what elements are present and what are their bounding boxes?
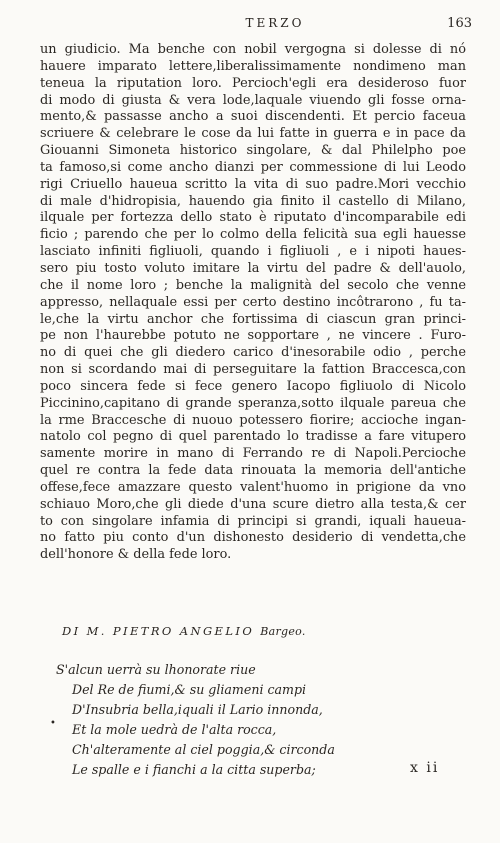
text-line: pe non l'haurebbe potuto ne sopportare , ne vincere . Furo- bbox=[40, 328, 466, 344]
text-line: Piccinino,capitano di grande speranza,sotto ilquale pareua che bbox=[40, 395, 466, 411]
poem-heading bbox=[62, 624, 306, 638]
text-line: hauere imparato lettere,liberalissimamente nondimeno man bbox=[40, 58, 466, 74]
text-line: la rme Braccesche di nuouo potessero fiorire; accioche ingan- bbox=[40, 412, 466, 428]
verse-line: Le spalle e i fianchi a la citta superba; bbox=[72, 762, 316, 777]
text-line: mento,& passasse ancho a suoi discendenti. Et percio faceua bbox=[40, 109, 466, 125]
verse-line: S'alcun uerrà su lhonorate riue bbox=[56, 662, 256, 677]
poem-heading-author: DI M. PIETRO ANGELIO bbox=[62, 624, 255, 638]
page-header bbox=[38, 16, 472, 36]
poem-heading-place: Bargeo. bbox=[260, 625, 306, 638]
page-number: 163 bbox=[447, 16, 472, 31]
text-line: che il nome loro ; benche la malignità del secolo che venne bbox=[40, 277, 466, 293]
verse-line: Et la mole uedrà de l'alta rocca, bbox=[72, 722, 277, 737]
text-line: dell'honore & della fede loro. bbox=[40, 547, 232, 563]
text-line: le,che la virtu anchor che fortissima di ciascun gran princi- bbox=[40, 311, 466, 327]
body-paragraph bbox=[40, 42, 466, 564]
text-line: Giouanni Simoneta historico singolare, & dal Philelpho poe bbox=[40, 143, 466, 159]
text-line: offese,fece amazzare questo valent'huomo in prigione da vno bbox=[40, 479, 466, 495]
signature-mark: x ii bbox=[410, 760, 440, 776]
running-head: TERZO bbox=[245, 16, 305, 30]
text-line: di male d'hidropisia, hauendo gia finito il castello di Milano, bbox=[40, 193, 466, 209]
text-line: ficio ; parendo che per lo colmo della felicità sua egli hauesse bbox=[40, 227, 466, 243]
text-line: schiauo Moro,che gli diede d'una scure dietro alla testa,& cer bbox=[40, 496, 466, 512]
text-line: no fatto piu conto d'un dishonesto desiderio di vendetta,che bbox=[40, 530, 466, 546]
text-line: natolo col pegno di quel parentado lo tradisse a fare vitupero bbox=[40, 429, 466, 445]
text-line: ta famoso,si come ancho dianzi per commessione di lui Leodo bbox=[40, 159, 466, 175]
text-line: ilquale per fortezza dello stato è riputato d'incomparabile edi bbox=[40, 210, 466, 226]
text-line: lasciato infiniti figliuoli, quando i figliuoli , e i nipoti haues- bbox=[40, 244, 466, 260]
text-line: appresso, nellaquale essi per certo destino incôtrarono , fu ta- bbox=[40, 294, 466, 310]
text-line: scriuere & celebrare le cose da lui fatte in guerra e in pace da bbox=[40, 126, 466, 142]
verse-line: Ch'alteramente al ciel poggia,& circonda bbox=[72, 742, 335, 757]
text-line: un giudicio. Ma benche con nobil vergogna si dolesse di nó bbox=[40, 42, 466, 57]
verse-line: Del Re de fiumi,& su gliameni campi bbox=[72, 682, 307, 697]
text-line: samente morire in mano di Ferrando re di Napoli.Percioche bbox=[40, 446, 466, 462]
text-line: poco sincera fede si fece genero Iacopo figliuolo di Nicolo bbox=[40, 378, 466, 394]
text-line: no di quei che gli diedero carico d'inesorabile odio , perche bbox=[40, 345, 466, 361]
text-line: non si scordando mai di perseguitare la fattion Braccesca,con bbox=[40, 362, 466, 378]
text-line: rigi Criuello haueua scritto la vita di suo padre.Mori vecchio bbox=[40, 176, 466, 192]
text-line: teneua la riputation loro. Percioch'egli era desideroso fuor bbox=[40, 75, 466, 91]
text-line: sero piu tosto voluto imitare la virtu del padre & dell'auolo, bbox=[40, 260, 466, 276]
text-line: to con singolare infamia di principi si grandi, iquali haueua- bbox=[40, 513, 466, 529]
verse-line: D'Insubria bella,iquali il Lario innonda, bbox=[72, 702, 323, 717]
text-line: quel re contra la fede data rinouata la memoria dell'antiche bbox=[40, 463, 466, 479]
text-line: di modo di giusta & vera lode,laquale viuendo gli fosse orna- bbox=[40, 92, 466, 108]
margin-bullet: • bbox=[50, 718, 56, 729]
